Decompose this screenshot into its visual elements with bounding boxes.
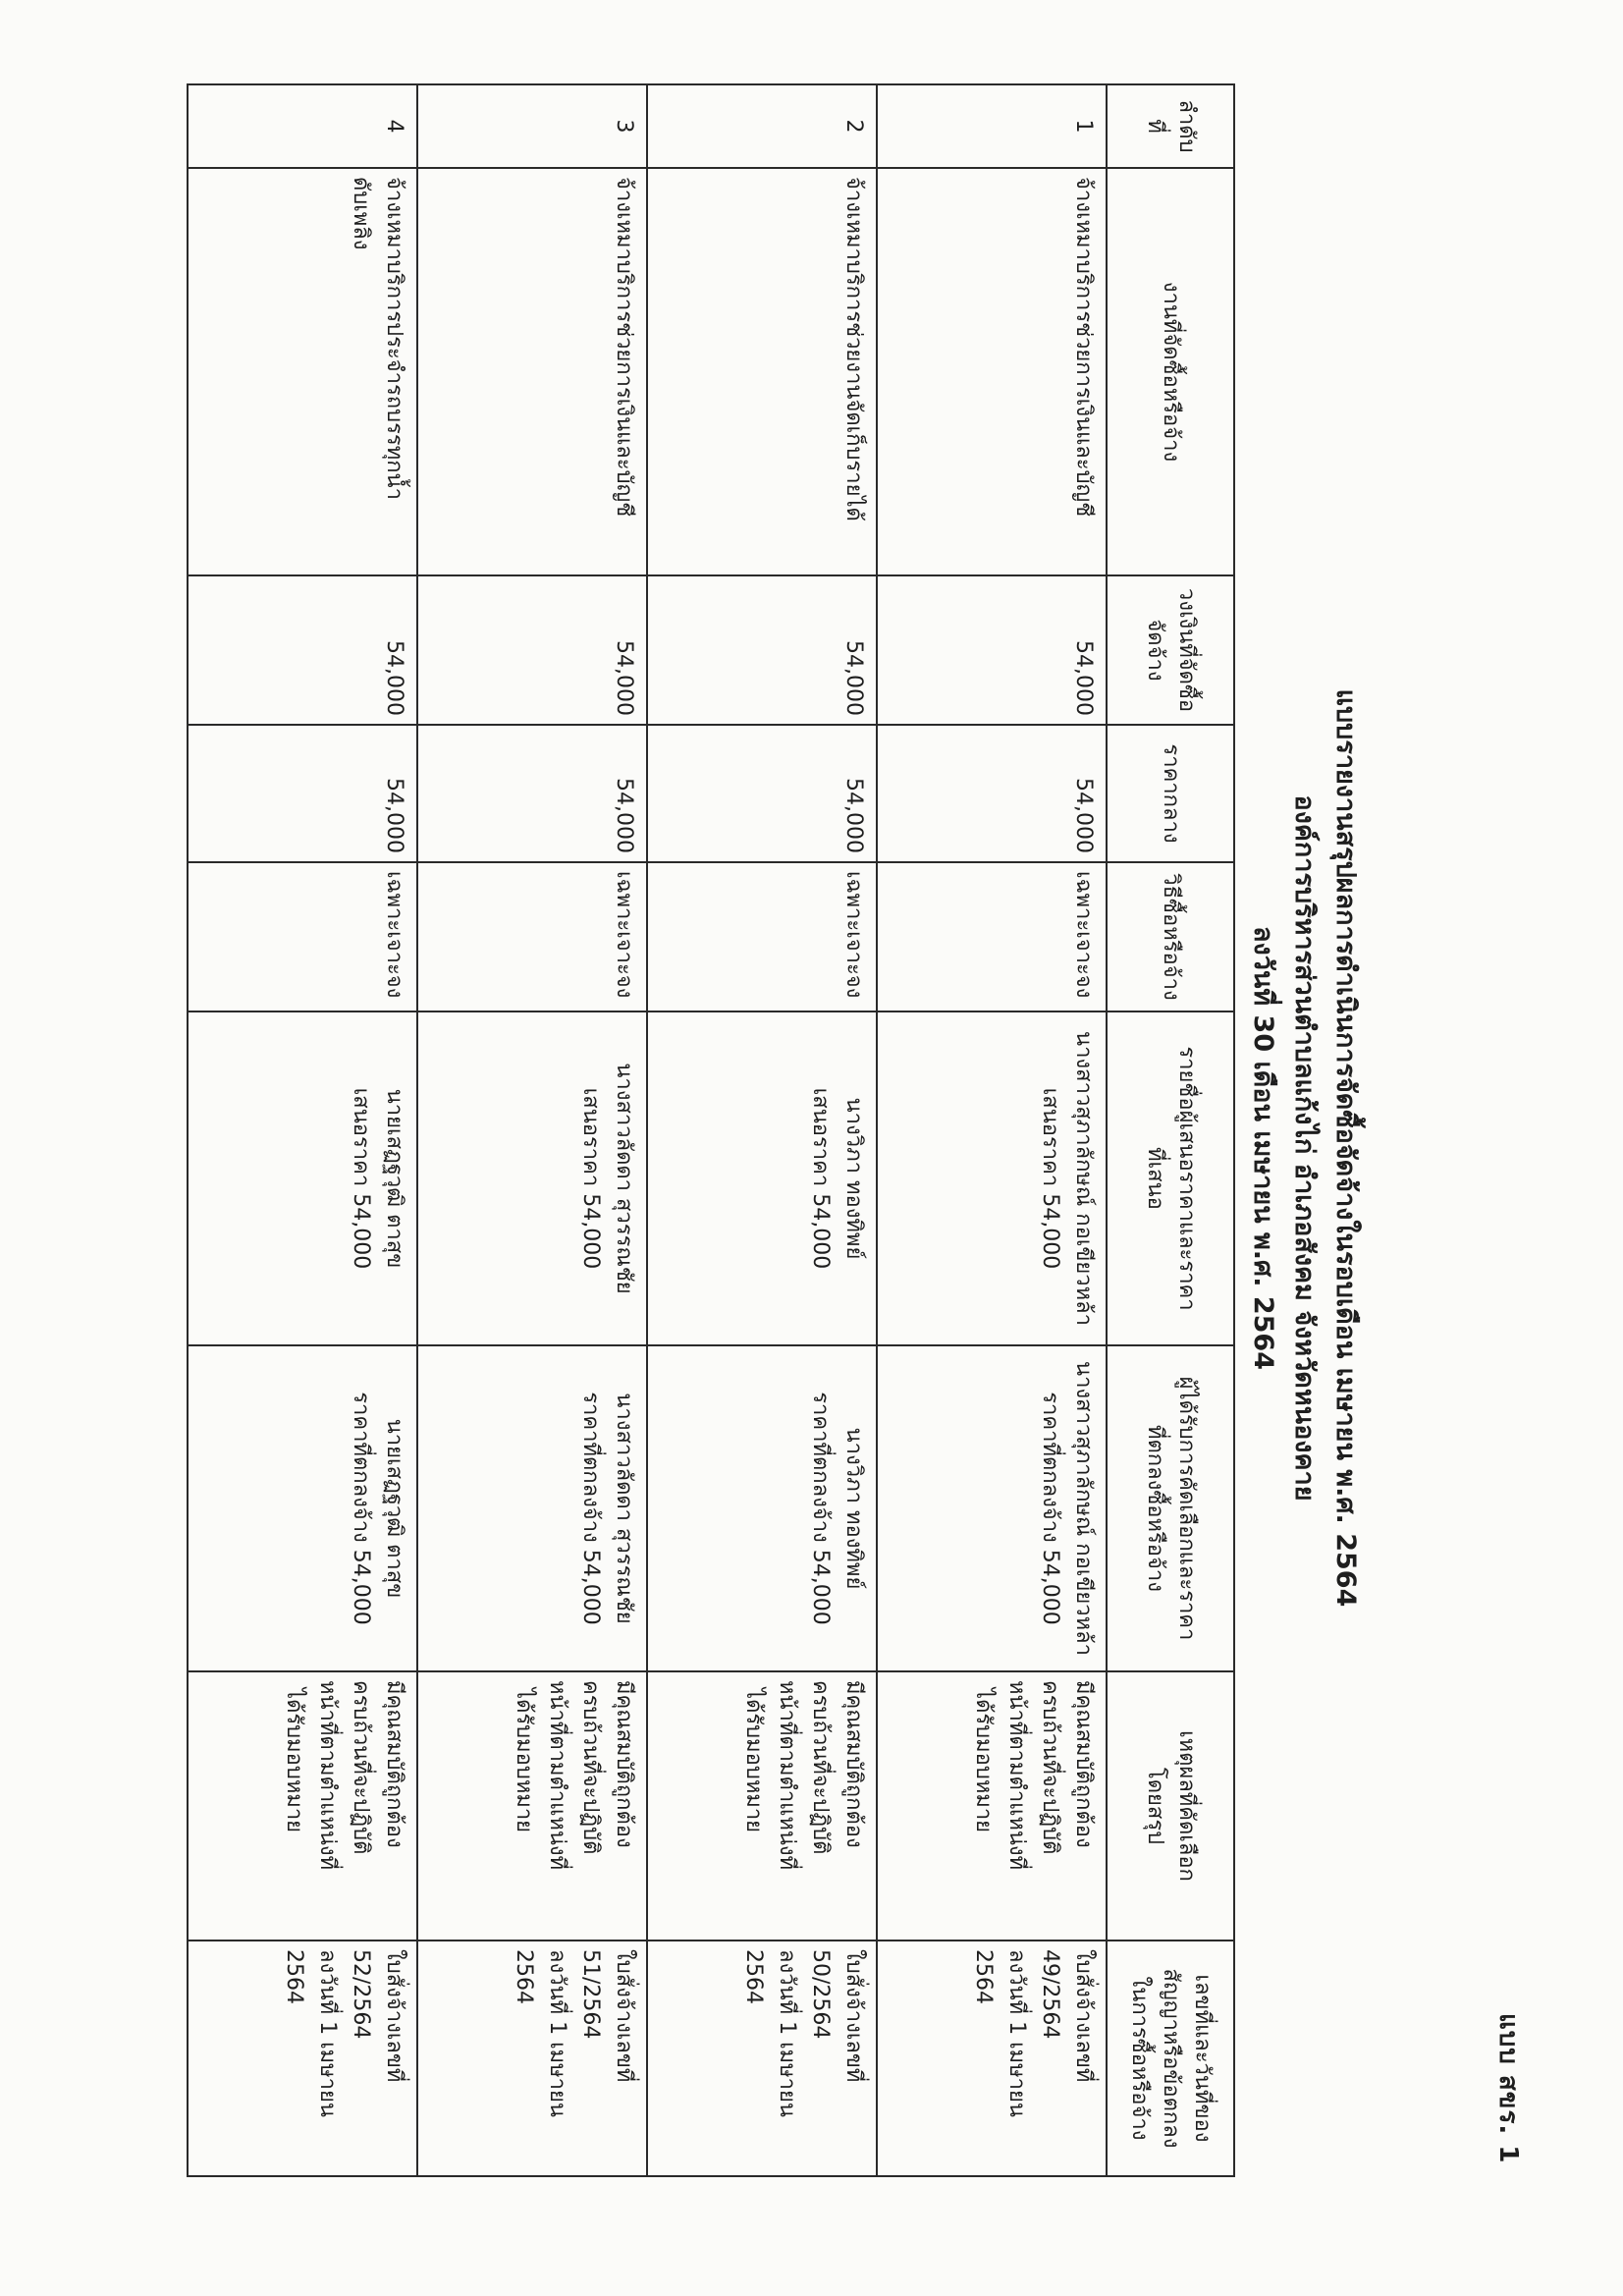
- header-median: ราคากลาง: [1107, 725, 1234, 862]
- row-budget: 54,000: [188, 575, 417, 725]
- row-median: 54,000: [647, 725, 877, 862]
- form-code: แบบ สขร. 1: [1493, 2013, 1523, 2164]
- row-bidder: นางสาวลัดดา สุวรรณชัย เสนอราคา 54,000: [417, 1011, 647, 1345]
- title-line-2: องค์การบริหารส่วนตำบลแก้งไก่ อำเภอสังคม จังหวัดหนองคาย: [1289, 794, 1320, 1502]
- header-budget: วงเงินที่จัดซื้อ จัดจ้าง: [1107, 575, 1234, 725]
- row-winner: นางสาวลัดดา สุวรรณชัย ราคาที่ตกลงจ้าง 54,000: [417, 1345, 647, 1671]
- row-median: 54,000: [417, 725, 647, 862]
- row-method: เฉพาะเจาะจง: [877, 862, 1107, 1011]
- table-header-row: [1107, 84, 1234, 2176]
- row-reason: มีคุณสมบัติถูกต้อง ครบถ้วนที่จะปฏิบัติ หน้าที่ตามตำแหน่งที่ ได้รับมอบหมาย: [188, 1671, 417, 1941]
- row-reason: มีคุณสมบัติถูกต้อง ครบถ้วนที่จะปฏิบัติ หน้าที่ตามตำแหน่งที่ ได้รับมอบหมาย: [877, 1671, 1107, 1941]
- table-row: [188, 84, 417, 2176]
- procurement-table: [187, 83, 1235, 2177]
- header-winner: ผู้ได้รับการคัดเลือกและราคา ที่ตกลงซื้อหรือจ้าง: [1107, 1345, 1234, 1671]
- row-work: จ้างเหมาบริการช่วยงานจัดเก็บรายได้: [647, 168, 877, 575]
- row-work: จ้างเหมาบริการช่วยการเงินและบัญชี: [417, 168, 647, 575]
- row-bidder: นางสาวสุภาลักษณ์ กอเขียวหล้า เสนอราคา 54,000: [877, 1011, 1107, 1345]
- row-budget: 54,000: [877, 575, 1107, 725]
- row-no: 2: [647, 84, 877, 168]
- row-reason: มีคุณสมบัติถูกต้อง ครบถ้วนที่จะปฏิบัติ หน้าที่ตามตำแหน่งที่ ได้รับมอบหมาย: [647, 1671, 877, 1941]
- row-no: 1: [877, 84, 1107, 168]
- header-bidders: รายชื่อผู้เสนอราคาและราคา ที่เสนอ: [1107, 1011, 1234, 1345]
- header-no: ลำดับที่: [1107, 84, 1234, 168]
- row-work: จ้างเหมาบริการประจำรถบรรทุกน้ำ ดับเพลิง: [188, 168, 417, 575]
- row-winner: นายเสฏฐวุฒิ ตาสุข ราคาที่ตกลงจ้าง 54,000: [188, 1345, 417, 1671]
- row-contract: ใบสั่งจ้างเลขที่ 50/2564 ลงวันที่ 1 เมษายน 2564: [647, 1941, 877, 2176]
- row-bidder: นางวิภา ทองทิพย์ เสนอราคา 54,000: [647, 1011, 877, 1345]
- row-method: เฉพาะเจาะจง: [188, 862, 417, 1011]
- title-line-1: แบบรายงานสรุปผลการดำเนินการจัดซื้อจัดจ้างในรอบเดือน เมษายน พ.ศ. 2564: [1330, 688, 1361, 1608]
- row-method: เฉพาะเจาะจง: [647, 862, 877, 1011]
- row-winner: นางสาวสุภาลักษณ์ กอเขียวหล้า ราคาที่ตกลงจ้าง 54,000: [877, 1345, 1107, 1671]
- row-no: 4: [188, 84, 417, 168]
- row-method: เฉพาะเจาะจง: [417, 862, 647, 1011]
- row-reason: มีคุณสมบัติถูกต้อง ครบถ้วนที่จะปฏิบัติ หน้าที่ตามตำแหน่งที่ ได้รับมอบหมาย: [417, 1671, 647, 1941]
- table-row: [647, 84, 877, 2176]
- header-work: งานที่จัดซื้อหรือจ้าง: [1107, 168, 1234, 575]
- row-winner: นางวิภา ทองทิพย์ ราคาที่ตกลงจ้าง 54,000: [647, 1345, 877, 1671]
- report-title: [1242, 0, 1366, 2296]
- row-contract: ใบสั่งจ้างเลขที่ 49/2564 ลงวันที่ 1 เมษายน 2564: [877, 1941, 1107, 2176]
- row-no: 3: [417, 84, 647, 168]
- table-row: [877, 84, 1107, 2176]
- row-work: จ้างเหมาบริการช่วยการเงินและบัญชี: [877, 168, 1107, 575]
- row-budget: 54,000: [647, 575, 877, 725]
- row-bidder: นายเสฏฐวุฒิ ตาสุข เสนอราคา 54,000: [188, 1011, 417, 1345]
- table-row: [417, 84, 647, 2176]
- row-contract: ใบสั่งจ้างเลขที่ 51/2564 ลงวันที่ 1 เมษายน 2564: [417, 1941, 647, 2176]
- row-contract: ใบสั่งจ้างเลขที่ 52/2564 ลงวันที่ 1 เมษายน 2564: [188, 1941, 417, 2176]
- title-line-3: ลงวันที่ 30 เดือน เมษายน พ.ศ. 2564: [1248, 925, 1278, 1370]
- header-contract: เลขที่และวันที่ของ สัญญาหรือข้อตกลง ในการซื้อหรือจ้าง: [1107, 1941, 1234, 2176]
- header-reason: เหตุผลที่คัดเลือก โดยสรุป: [1107, 1671, 1234, 1941]
- header-method: วิธีซื้อหรือจ้าง: [1107, 862, 1234, 1011]
- row-median: 54,000: [877, 725, 1107, 862]
- row-budget: 54,000: [417, 575, 647, 725]
- row-median: 54,000: [188, 725, 417, 862]
